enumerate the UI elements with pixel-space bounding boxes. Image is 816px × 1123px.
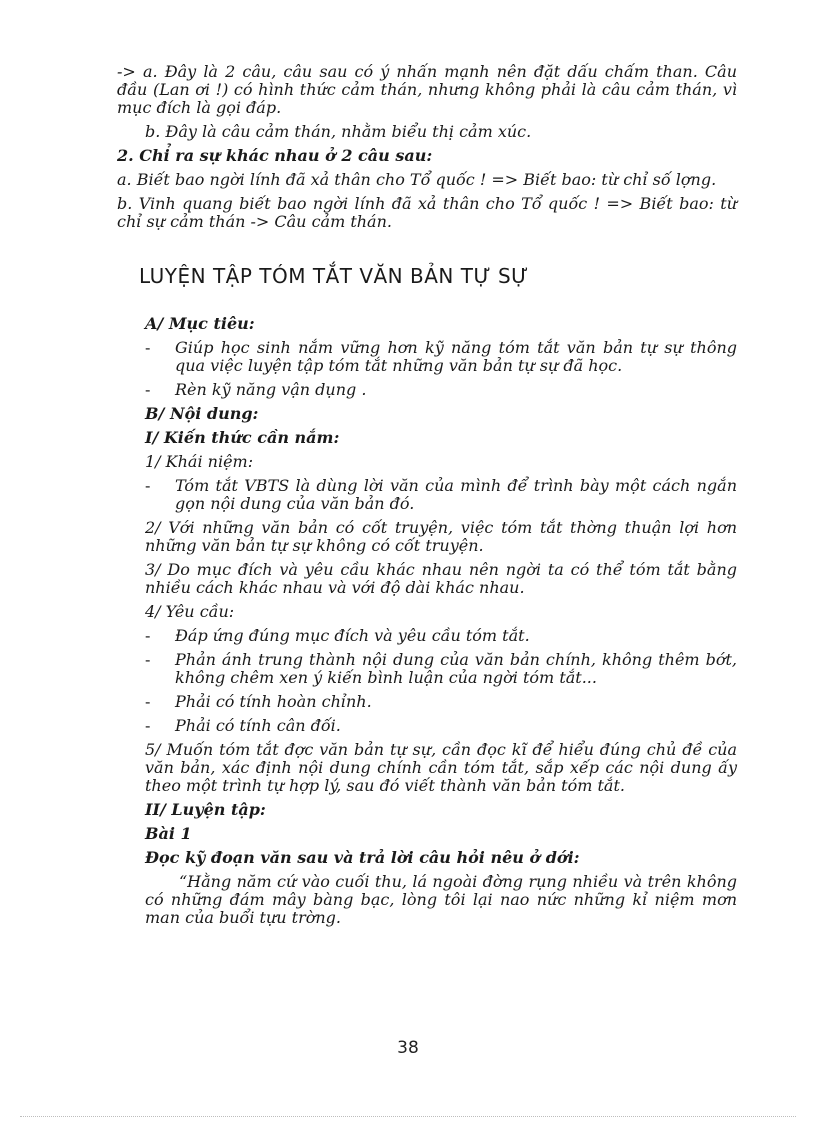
objective-bullet — [145, 381, 737, 399]
page-content — [117, 63, 737, 927]
lesson-title: LUYỆN TẬP TÓM TẮT VĂN BẢN TỰ SỰ — [139, 264, 529, 288]
knowledge-subheading: I/ Kiến thức cần nắm: — [145, 428, 340, 447]
exercise-instruction: Đọc kỹ đoạn văn sau và trả lời câu hỏi nêu ở dới: — [145, 848, 580, 867]
requirement-text: Đáp ứng đúng mục đích và yêu cầu tóm tắt. — [175, 626, 530, 645]
bullet-dash: - — [145, 380, 151, 399]
bullet-dash: - — [145, 692, 151, 711]
requirement-bullet — [145, 651, 737, 687]
practice-heading: II/ Luyện tập: — [145, 800, 266, 819]
concept-bullet — [145, 477, 737, 513]
objective-text: Rèn kỹ năng vận dụng . — [175, 380, 367, 399]
objective-bullet — [145, 339, 737, 375]
exercise-label: Bài 1 — [145, 824, 192, 843]
footer-divider — [20, 1116, 796, 1117]
bullet-dash: - — [145, 338, 151, 357]
requirement-text: Phản ánh trung thành nội dung của văn bản chính, không thêm bớt, không chêm xen ý kiến bình luận của ngời tóm tắt... — [175, 650, 737, 687]
requirement-text: Phải có tính cân đối. — [175, 716, 341, 735]
page-number: 38 — [397, 1038, 419, 1058]
requirements-label: 4/ Yêu cầu: — [145, 602, 235, 621]
example-sentence-a: a. Biết bao ngời lính đã xả thân cho Tổ quốc ! => Biết bao: từ chỉ số lợng. — [117, 170, 717, 189]
bullet-dash: - — [145, 626, 151, 645]
example-sentence-b: b. Vinh quang biết bao ngời lính đã xả thân cho Tổ quốc ! => Biết bao: từ chỉ sự cảm thán -> Câu cảm thán. — [117, 194, 737, 231]
knowledge-item-5: 5/ Muốn tóm tắt đợc văn bản tự sự, cần đọc kĩ để hiểu đúng chủ đề của văn bản, xác định nội dung chính cần tóm tắt, sắp xếp các nội dung ấy theo một trình tự hợp lý, sau đó viết thành văn bản tóm tắt. — [145, 740, 737, 795]
requirement-bullet — [145, 717, 737, 735]
requirement-bullet — [145, 693, 737, 711]
concept-label: 1/ Khái niệm: — [145, 452, 254, 471]
section-b-heading: B/ Nội dung: — [145, 404, 259, 423]
bullet-dash: - — [145, 716, 151, 735]
bullet-dash: - — [145, 476, 151, 495]
section-a-heading: A/ Mục tiêu: — [145, 314, 255, 333]
answer-paragraph-a: -> a. Đây là 2 câu, câu sau có ý nhấn mạnh nên đặt dấu chấm than. Câu đầu (Lan ơi !) có hình thức cảm thán, nhưng không phải là câu cảm thán, vì mục đích là gọi đáp. — [117, 62, 737, 117]
concept-text: Tóm tắt VBTS là dùng lời văn của mình để trình bày một cách ngắn gọn nội dung của văn bản đó. — [175, 476, 737, 513]
exercise-2-heading: 2. Chỉ ra sự khác nhau ở 2 câu sau: — [117, 146, 433, 165]
objective-text: Giúp học sinh nắm vững hơn kỹ năng tóm tắt văn bản tự sự thông qua việc luyện tập tóm tắt những văn bản tự sự đã học. — [175, 338, 737, 375]
bullet-dash: - — [145, 650, 151, 669]
knowledge-item-2: 2/ Với những văn bản có cốt truyện, việc tóm tắt thờng thuận lợi hơn những văn bản tự sự không có cốt truyện. — [145, 518, 737, 555]
requirement-bullet — [145, 627, 737, 645]
reading-passage: “Hằng năm cứ vào cuối thu, lá ngoài đờng rụng nhiều và trên không có những đám mây bàng bạc, lòng tôi lại nao nức những kỉ niệm mơn man của buổi tựu trờng. — [145, 872, 737, 927]
knowledge-item-3: 3/ Do mục đích và yêu cầu khác nhau nên ngời ta có thể tóm tắt bằng nhiều cách khác nhau và với độ dài khác nhau. — [145, 560, 737, 597]
requirement-text: Phải có tính hoàn chỉnh. — [175, 692, 372, 711]
answer-paragraph-b: b. Đây là câu cảm thán, nhằm biểu thị cảm xúc. — [145, 122, 532, 141]
